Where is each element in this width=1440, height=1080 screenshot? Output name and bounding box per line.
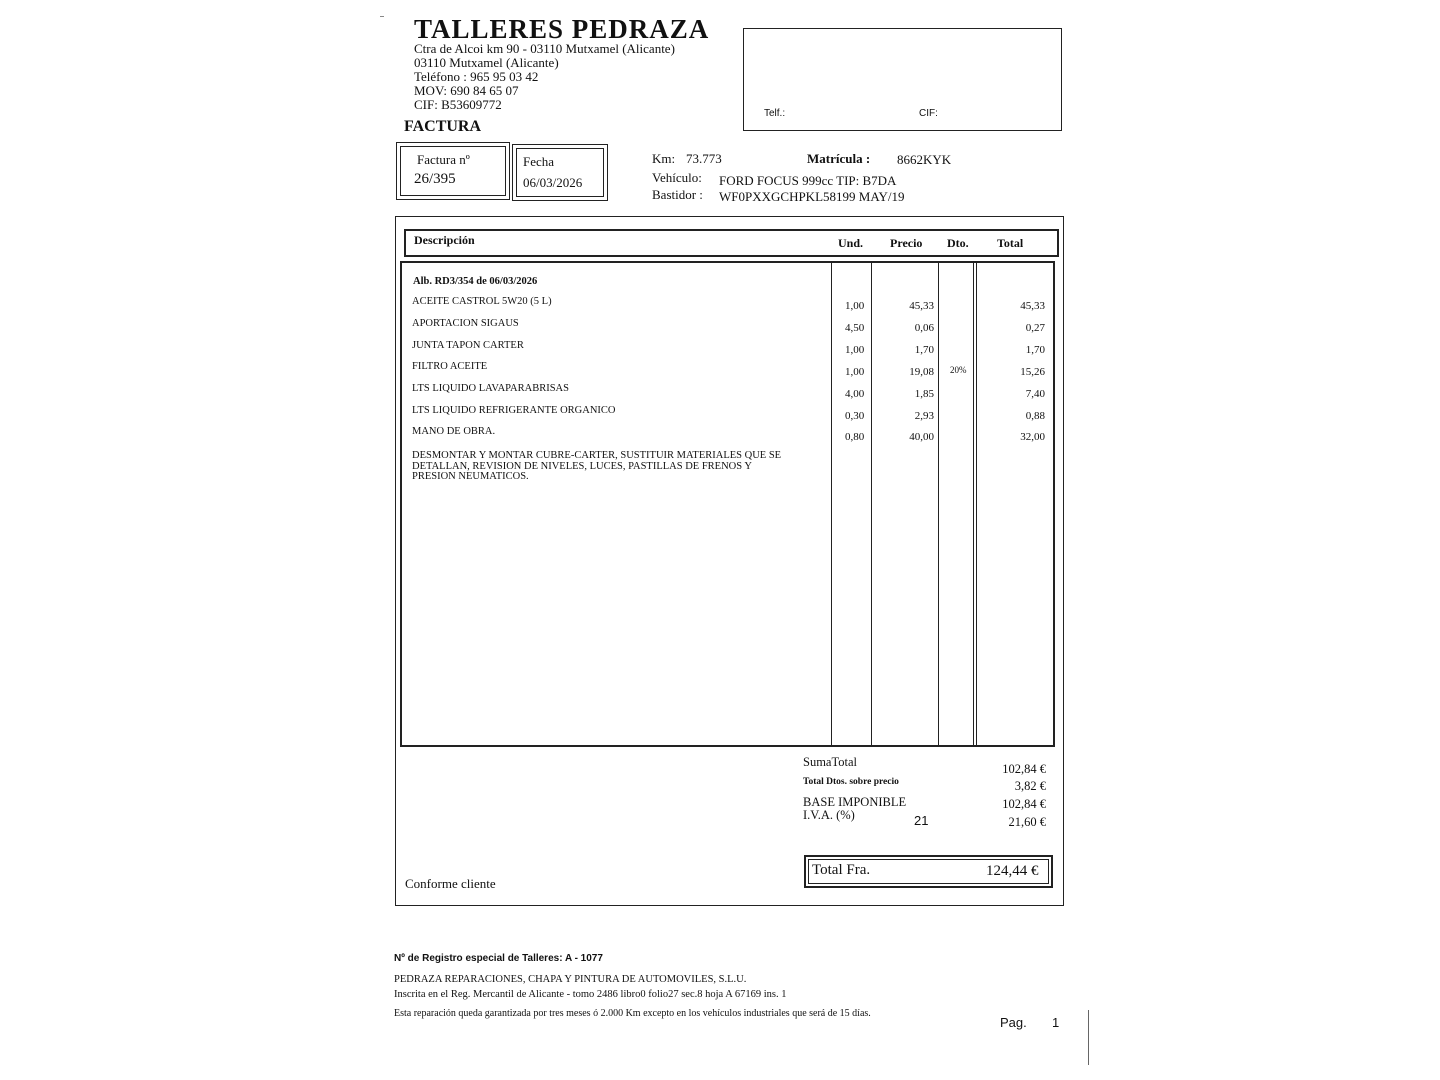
invoice-date-box [512, 144, 608, 201]
header-price: Precio [890, 236, 923, 250]
plate-label: Matrícula : [807, 151, 871, 166]
grand-total-box [804, 855, 1053, 888]
tax-base-label: BASE IMPONIBLE [803, 795, 907, 809]
work-description [412, 451, 781, 483]
row-units: 1,00 [845, 344, 865, 356]
vehicle-label: Vehículo: [652, 170, 702, 185]
company-phone: Teléfono : 965 95 03 42 [414, 69, 539, 84]
company-name: TALLERES PEDRAZA [414, 14, 710, 44]
page-label: Pag. [1000, 1015, 1027, 1030]
header-discount: Dto. [947, 236, 969, 250]
row-total: 15,26 [1020, 366, 1045, 378]
tax-base-value: 102,84 € [1002, 797, 1046, 811]
row-description: LTS LIQUIDO REFRIGERANTE ORGANICO [412, 405, 616, 416]
row-description: APORTACION SIGAUS [412, 318, 519, 329]
delivery-note: Alb. RD3/354 de 06/03/2026 [413, 276, 538, 287]
invoice-number-label: Factura nº [417, 152, 470, 167]
invoice-number-box [396, 142, 510, 200]
row-total: 0,27 [1025, 322, 1045, 334]
row-description: JUNTA TAPON CARTER [412, 340, 524, 351]
row-description: MANO DE OBRA. [412, 426, 496, 437]
vat-rate: 21 [914, 813, 929, 828]
row-price: 2,93 [914, 410, 934, 422]
table-header [404, 229, 1059, 257]
row-total: 32,00 [1020, 431, 1045, 443]
row-price: 45,33 [909, 300, 934, 312]
vehicle-value: FORD FOCUS 999cc TIP: B7DA [719, 173, 897, 188]
vat-label: I.V.A. (%) [803, 808, 855, 822]
discounts-label: Total Dtos. sobre precio [803, 777, 899, 787]
sum-total-label: SumaTotal [803, 755, 857, 769]
row-total: 45,33 [1020, 300, 1045, 312]
row-price: 40,00 [909, 431, 934, 443]
grand-total-label: Total Fra. [812, 862, 871, 878]
scan-mark [380, 16, 384, 17]
header-units: Und. [838, 236, 864, 250]
row-total: 1,70 [1025, 344, 1045, 356]
row-units: 1,00 [845, 300, 865, 312]
invoice-date: 06/03/2026 [523, 175, 583, 190]
row-price: 1,70 [914, 344, 934, 356]
row-price: 19,08 [909, 366, 934, 378]
company-city: 03110 Mutxamel (Alicante) [414, 55, 559, 70]
row-units: 0,80 [845, 431, 865, 443]
chassis-label: Bastidor : [652, 187, 703, 202]
grand-total-value: 124,44 € [986, 863, 1039, 879]
document-title: FACTURA [404, 118, 482, 135]
company-cif: CIF: B53609772 [414, 97, 502, 112]
row-units: 0,30 [845, 410, 865, 422]
table-body [400, 261, 1055, 747]
row-units: 1,00 [845, 366, 865, 378]
mercantile-registry: Inscrita en el Reg. Mercantil de Alicante - tomo 2486 libro0 folio27 sec.8 hoja A 67169 ins. 1 [394, 989, 787, 1000]
customer-conformity: Conforme cliente [405, 876, 496, 891]
invoice-date-label: Fecha [523, 154, 555, 169]
work-description-line: DESMONTAR Y MONTAR CUBRE-CARTER, SUSTITUIR MATERIALES QUE SE [412, 450, 782, 461]
row-discount: 20% [950, 365, 967, 375]
scan-mark [1088, 1010, 1089, 1065]
workshop-registry: Nº de Registro especial de Talleres: A - 1077 [394, 953, 603, 964]
row-units: 4,00 [845, 388, 865, 400]
company-address: Ctra de Alcoi km 90 - 03110 Mutxamel (Alicante) [414, 41, 675, 56]
row-units: 4,50 [845, 322, 865, 334]
invoice-number: 26/395 [414, 171, 456, 187]
row-description: FILTRO ACEITE [412, 361, 488, 372]
company-mobile: MOV: 690 84 65 07 [414, 83, 519, 98]
km-value: 73.773 [686, 151, 722, 166]
client-phone-label: Telf.: [764, 108, 786, 119]
row-total: 7,40 [1025, 388, 1045, 400]
row-description: ACEITE CASTROL 5W20 (5 L) [412, 296, 552, 307]
chassis-value: WF0PXXGCHPKL58199 MAY/19 [719, 189, 905, 204]
header-description: Descripción [414, 233, 475, 247]
page-number: 1 [1052, 1015, 1060, 1030]
work-description-line: PRESION NEUMATICOS. [412, 471, 529, 482]
work-description-line: DETALLAN, REVISION DE NIVELES, LUCES, PASTILLAS DE FRENOS Y [412, 460, 752, 472]
client-cif-label: CIF: [919, 108, 938, 119]
client-box [743, 28, 1062, 131]
row-description: LTS LIQUIDO LAVAPARABRISAS [412, 383, 569, 394]
row-price: 1,85 [914, 388, 934, 400]
row-total: 0,88 [1025, 410, 1045, 422]
header-total: Total [997, 236, 1024, 250]
discounts-value: 3,82 € [1014, 779, 1046, 793]
km-label: Km: [652, 151, 676, 166]
company-legal-name: PEDRAZA REPARACIONES, CHAPA Y PINTURA DE AUTOMOVILES, S.L.U. [394, 974, 747, 985]
plate-value: 8662KYK [897, 152, 952, 167]
warranty-note: Esta reparación queda garantizada por tres meses ó 2.000 Km excepto en los vehículos industriales que será de 15 días. [394, 1008, 871, 1019]
row-price: 0,06 [914, 322, 934, 334]
sum-total-value: 102,84 € [1002, 762, 1046, 776]
vat-value: 21,60 € [1008, 815, 1046, 829]
